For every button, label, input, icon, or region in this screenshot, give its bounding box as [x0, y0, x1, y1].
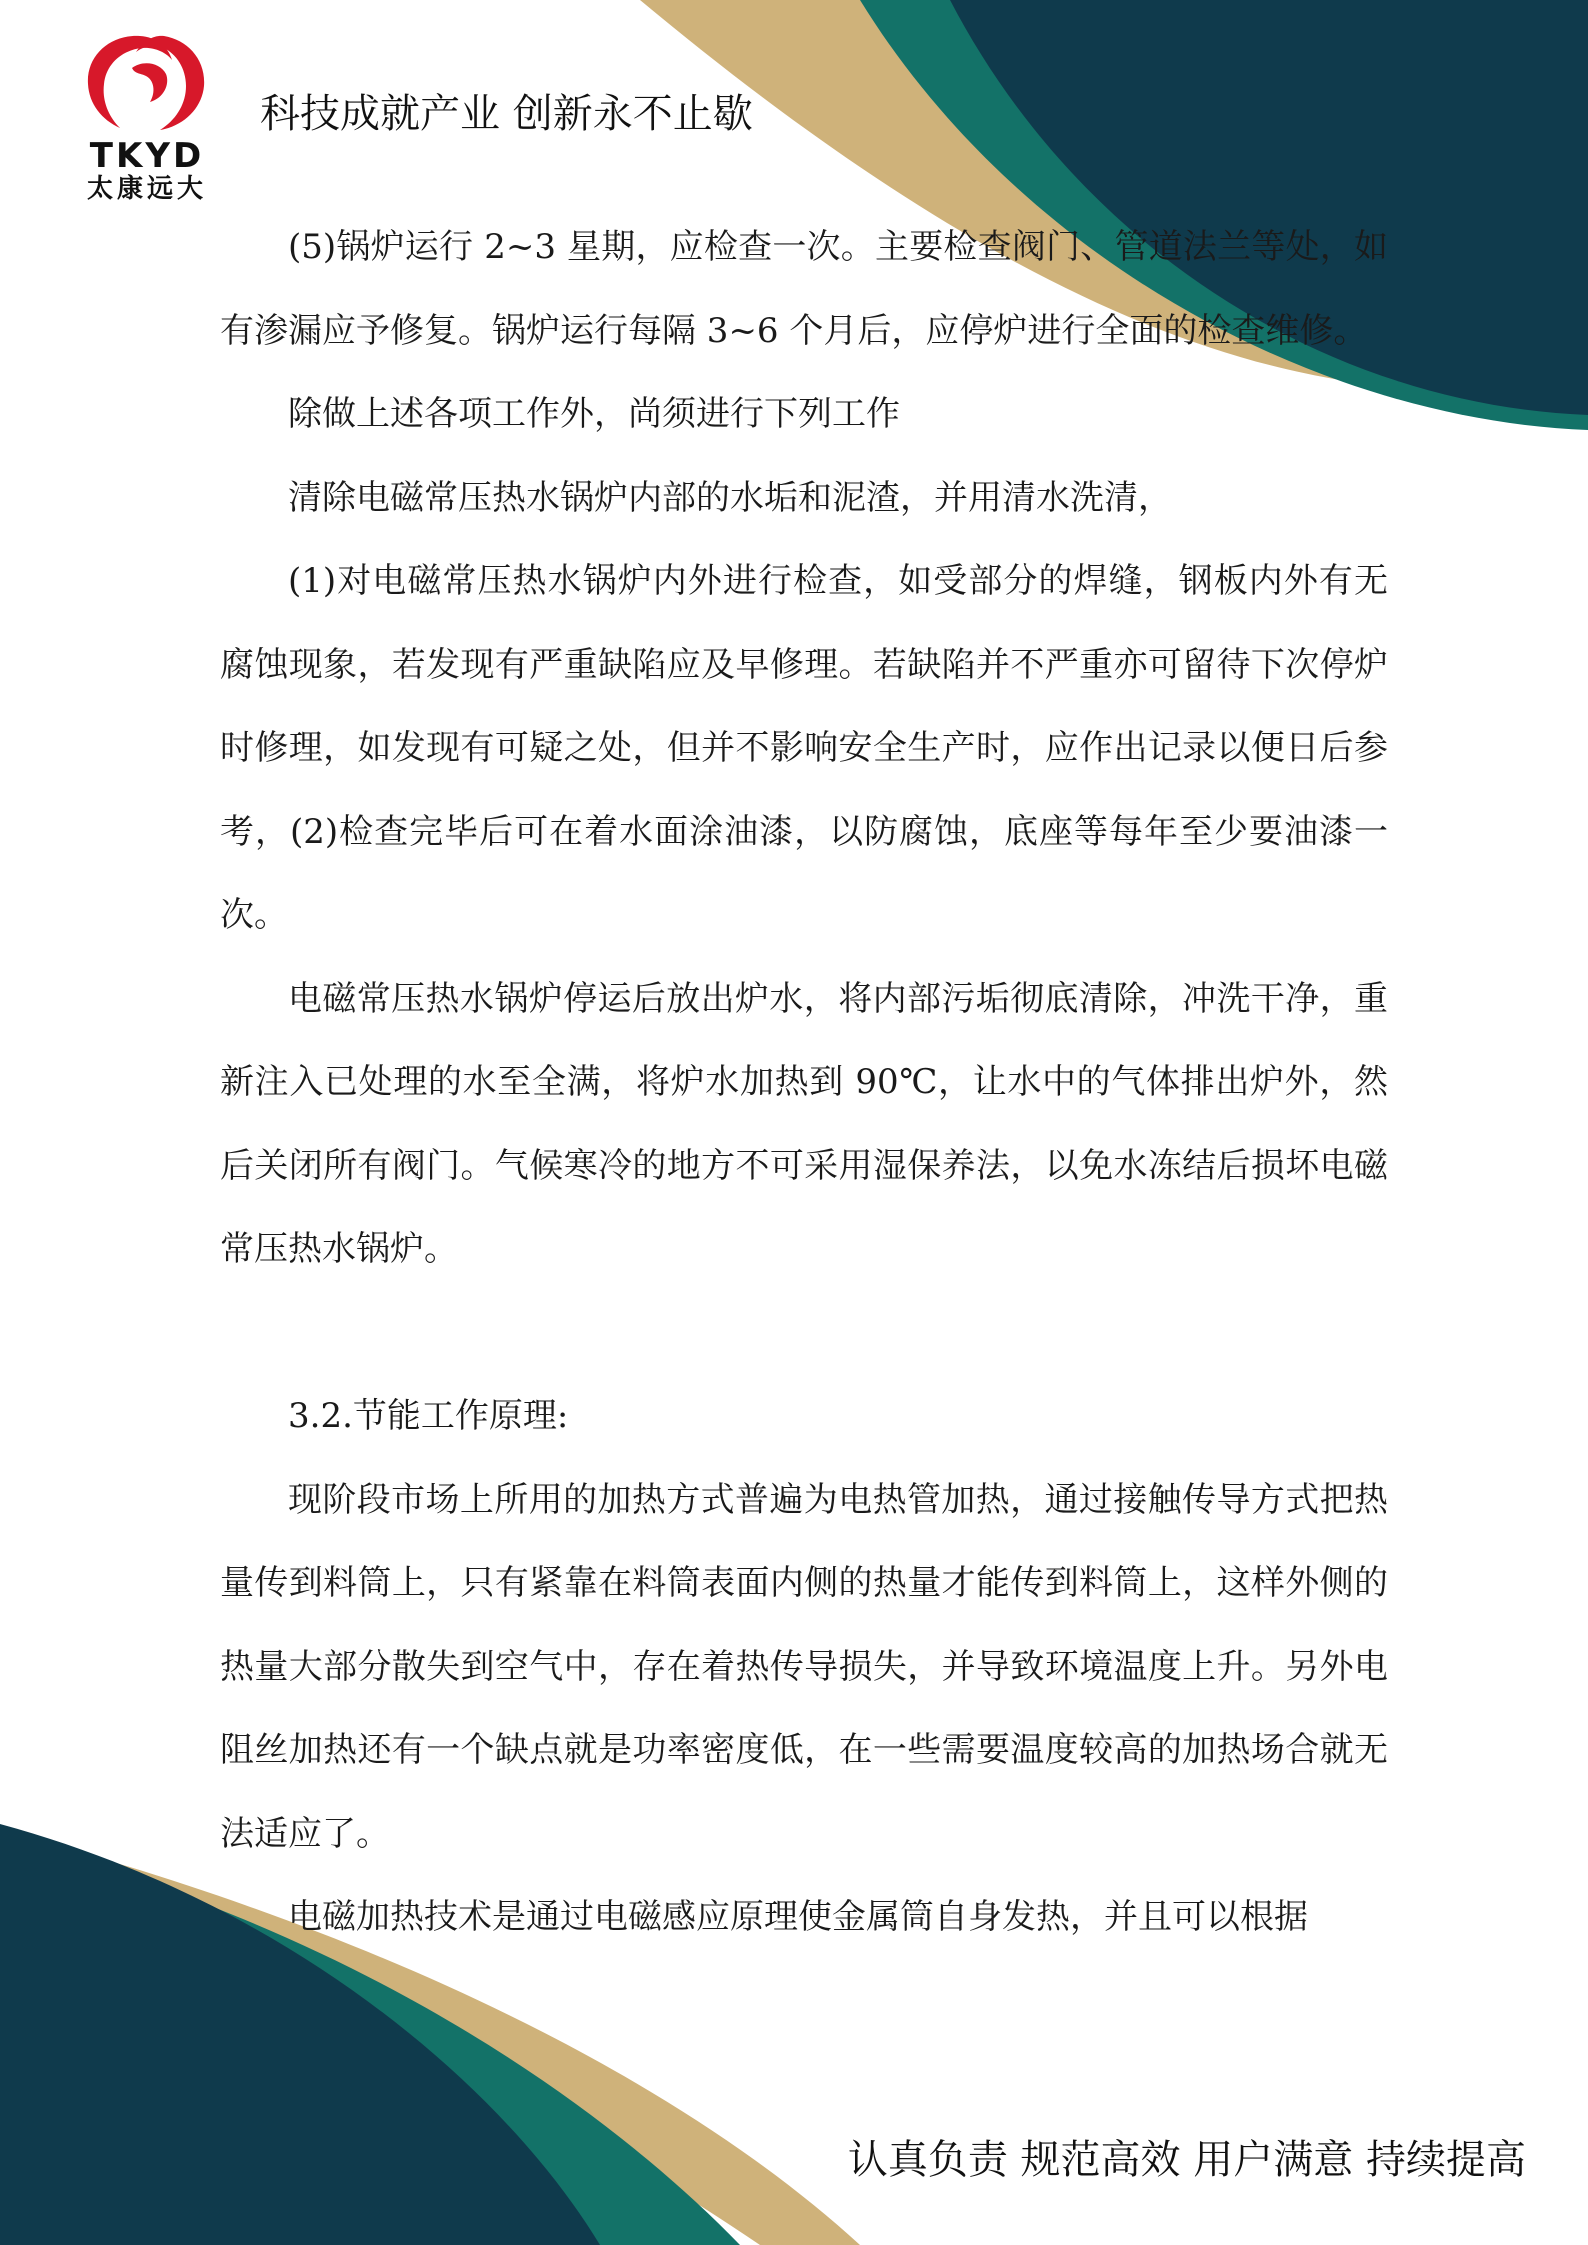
paragraph-4: (1)对电磁常压热水锅炉内外进行检查，如受部分的焊缝，钢板内外有无腐蚀现象，若发现有严重缺陷应及早修理。若缺陷并不严重亦可留待下次停炉时修理，如发现有可疑之处，但并不影响安全生产时，应作出记录以便日后参考，(2)检查完毕后可在着水面涂油漆，以防腐蚀，底座等每年至少要油漆一次。 [220, 561, 1388, 935]
company-logo [72, 28, 222, 204]
paragraph-7: 电磁加热技术是通过电磁感应原理使金属筒自身发热，并且可以根据 [288, 1897, 1308, 1937]
paragraph-6: 现阶段市场上所用的加热方式普遍为电热管加热，通过接触传导方式把热量传到料筒上，只有紧靠在料筒表面内侧的热量才能传到料筒上，这样外侧的热量大部分散失到空气中，存在着热传导损失，并导致环境温度上升。另外电阻丝加热还有一个缺点就是功率密度低，在一些需要温度较高的加热场合就无法适应了。 [220, 1479, 1388, 1854]
paragraph-1: (5)锅炉运行 2~3 星期，应检查一次。主要检查阀门、管道法兰等处，如有渗漏应予修复。锅炉运行每隔 3~6 个月后，应停炉进行全面的检查维修。 [220, 227, 1388, 351]
section-heading: 3.2.节能工作原理: [288, 1396, 569, 1436]
paragraph-5: 电磁常压热水锅炉停运后放出炉水，将内部污垢彻底清除，冲洗干净，重新注入已处理的水至全满，将炉水加热到 90℃，让水中的气体排出炉外，然后关闭所有阀门。气候寒冷的地方不可采用湿保养法，以免水冻结后损坏电磁常压热水锅炉。 [220, 978, 1388, 1269]
section-spacer [220, 1292, 1388, 1376]
header-slogan: 科技成就产业 创新永不止歇 [260, 91, 753, 137]
logo-chinese-name: 太康远大 [86, 174, 207, 204]
logo-abbreviation: TKYD [89, 136, 205, 176]
paragraph-3: 清除电磁常压热水锅炉内部的水垢和泥渣，并用清水洗清， [288, 477, 1172, 518]
document-body [220, 206, 1388, 1960]
paragraph-2: 除做上述各项工作外，尚须进行下列工作 [288, 394, 900, 434]
logo-mark-icon [80, 28, 214, 136]
footer-slogan: 认真负责 规范高效 用户满意 持续提高 [847, 2137, 1526, 2183]
